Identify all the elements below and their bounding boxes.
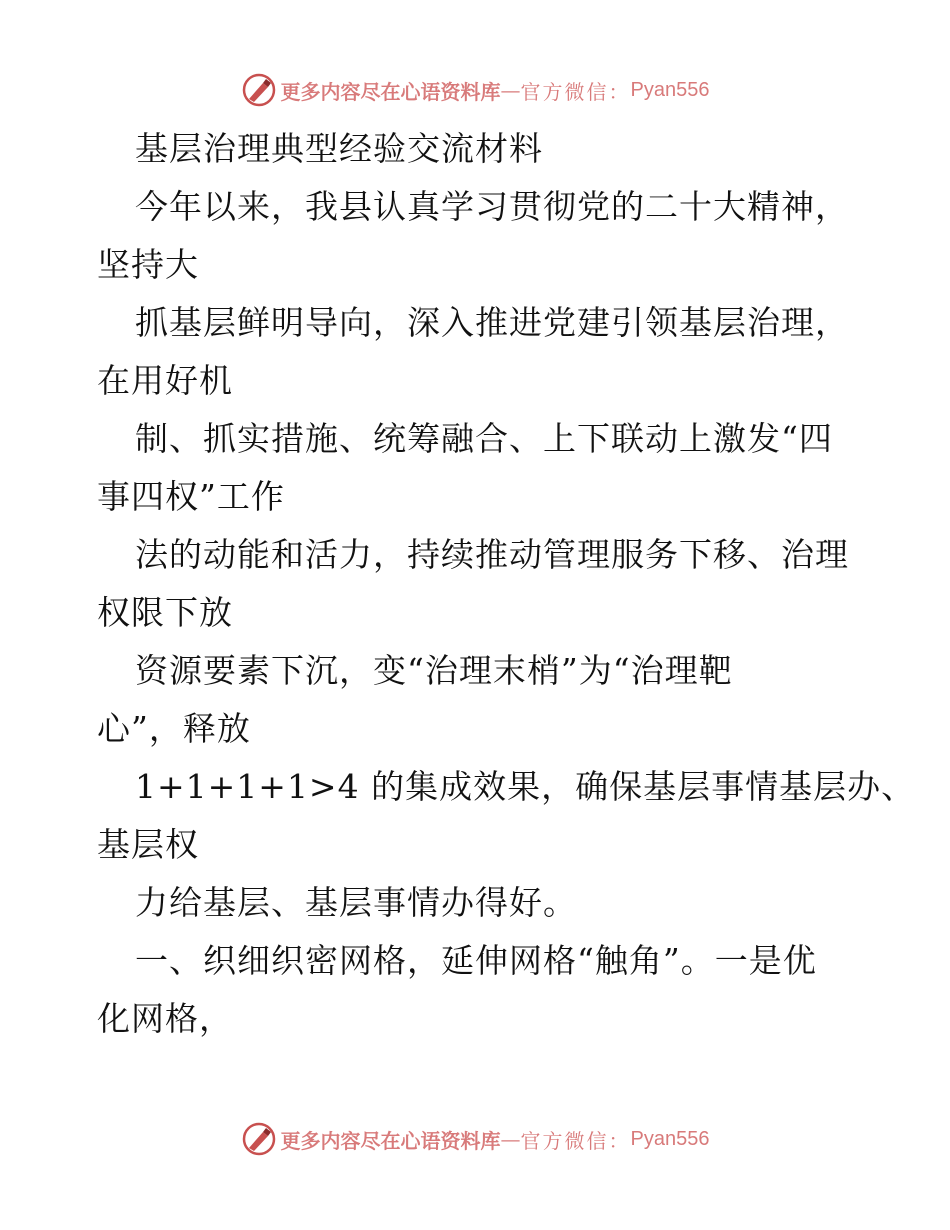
text-line: 今年以来，我县认真学习贯彻党的二十大精神， <box>135 187 849 226</box>
banner-wechat-id: Pyan556 <box>630 1127 710 1150</box>
text-line: 权限下放 <box>97 593 233 632</box>
section-heading-line: 一、织细织密网格，延伸网格“触角”。一是优 <box>135 941 817 980</box>
banner-wechat-label: 官方微信： <box>520 1128 631 1153</box>
text-line: 资源要素下沉，变“治理末梢”为“治理靶 <box>135 651 733 690</box>
pen-logo-icon <box>241 1121 277 1157</box>
text-line: 制、抓实措施、统筹融合、上下联动上激发“四 <box>135 419 833 458</box>
footer-banner <box>0 1119 950 1159</box>
text-line: 基层权 <box>97 825 199 864</box>
text-line: 力给基层、基层事情办得好。 <box>135 883 577 922</box>
text-line: 法的动能和活力，持续推动管理服务下移、治理 <box>135 535 849 574</box>
text-line: 抓基层鲜明导向，深入推进党建引领基层治理， <box>135 303 849 342</box>
document-title: 基层治理典型经验交流材料 <box>135 129 543 168</box>
text-line: 化网格， <box>97 999 233 1038</box>
text-line: 心”，释放 <box>97 709 251 748</box>
banner-separator: — <box>500 78 521 102</box>
banner-main-text: 更多内容尽在心语资料库 <box>280 1128 501 1153</box>
banner-wechat-label: 官方微信： <box>520 79 631 104</box>
pen-logo-icon <box>241 72 277 108</box>
text-line: 坚持大 <box>97 245 199 284</box>
banner-main-text: 更多内容尽在心语资料库 <box>280 79 501 104</box>
banner-separator: — <box>500 1127 521 1151</box>
document-body <box>97 120 916 1048</box>
banner-wechat-id: Pyan556 <box>630 78 710 101</box>
header-banner <box>0 70 950 110</box>
text-line: 在用好机 <box>97 361 233 400</box>
text-line: 1+1+1+1>4 的集成效果，确保基层事情基层办、 <box>135 767 916 806</box>
text-line: 事四权”工作 <box>97 477 285 516</box>
